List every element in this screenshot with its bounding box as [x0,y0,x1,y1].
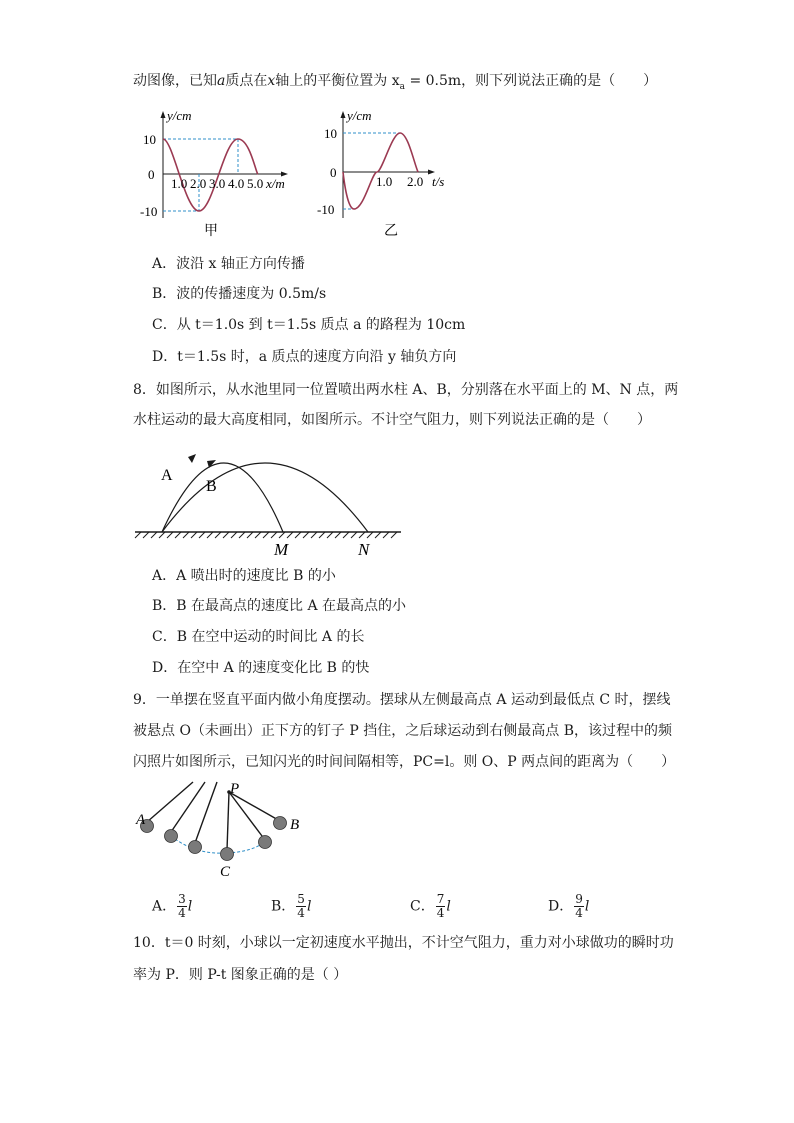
jia-x-tick-3: 3.0 [209,176,226,191]
yi-y-arrow [341,111,346,118]
q9-stem-line3: 闪照片如图所示，已知闪光的时间间隔相等，PC=l。则 O、P 两点间的距离为（ ） [133,754,676,770]
yi-y-unit: y/cm [347,108,372,123]
jia-y-unit: y/cm [167,108,192,123]
q9-string-4 [229,792,265,840]
q9-choice-a[interactable]: A． $\frac{3}{4}$ l [152,892,193,920]
q8-option-b[interactable]: B．B 在最高点的速度比 A 在最高点的小 [152,598,407,614]
jia-x-tick-5: 5.0 [247,176,264,191]
graph-yi [312,108,462,238]
yi-caption: 乙 [384,224,398,238]
q8-stem-line2: 水柱运动的最大高度相同，如图所示。不计空气阻力，则下列说法正确的是（ ） [133,412,651,428]
q7-stem: 动图像，已知a质点在x轴上的平衡位置为 $x_a = 0.5m$，则下列说法正确的是（ ） [133,73,658,92]
q9-label-a: A [136,812,146,828]
q9-ball-4 [259,836,272,849]
q8-label-a: A [161,467,173,484]
q9-pendulum-figure [133,780,313,880]
yi-x-tick-1: 1.0 [376,174,393,189]
q7-option-a[interactable]: A．波沿 x 轴正方向传播 [152,256,305,272]
q8-option-c[interactable]: C．B 在空中运动的时间比 A 的长 [152,629,365,645]
q8-arrow-a [188,454,196,463]
jia-y-tick-neg10: -10 [140,204,158,219]
q8-label-m: M [274,540,289,559]
yi-y-tick-10: 10 [324,126,337,141]
q8-label-n: N [358,540,370,559]
q9-label-b: B [290,817,300,833]
q9-choice-b[interactable]: B． $\frac{5}{4}$ l [271,892,312,920]
jia-x-tick-4: 4.0 [228,176,245,191]
jia-y-arrow [161,111,166,118]
jia-wave-curve [163,139,258,211]
q7-option-d[interactable]: D．t＝1.5s 时，a 质点的速度方向沿 y 轴负方向 [152,349,457,365]
jia-x-tick-2: 2.0 [190,176,207,191]
yi-x-tick-2: 2.0 [407,174,424,189]
q7-option-c[interactable]: C．从 t＝1.0s 到 t＝1.5s 质点 a 的路程为 10cm [152,317,466,333]
q8-ground-hatch [135,532,397,538]
q9-stem-line2: 被悬点 O（未画出）正下方的钉子 P 挡住，之后球运动到右侧最高点 B，该过程中的频 [133,723,672,739]
q9-string-c [227,792,229,850]
q10-stem-line2: 率为 P．则 P-t 图象正确的是（ ） [133,967,348,983]
q9-dashed-path [171,836,265,853]
q8-label-b: B [206,478,217,495]
q8-option-d[interactable]: D．在空中 A 的速度变化比 B 的快 [152,660,370,676]
yi-y-tick-0: 0 [330,165,337,180]
q9-string-1 [147,782,193,822]
q9-label-c: C [220,864,231,880]
q9-ball-c [221,848,234,861]
q8-fountain-figure [133,432,408,560]
q9-stem-line1: 9．一单摆在竖直平面内做小角度摆动。摆球从左侧最高点 A 运动到最低点 C 时，摆线 [133,692,671,708]
q9-ball-3 [189,841,202,854]
yi-vibration-curve [343,133,418,209]
q9-label-p: P [230,781,240,797]
q9-choice-b-fraction: $\frac{5}{4}$ [297,892,305,920]
q8-trajectory-a [162,463,283,532]
q8-option-a[interactable]: A．A 喷出时的速度比 B 的小 [152,568,336,584]
q9-ball-2 [165,830,178,843]
q9-choice-a-fraction: $\frac{3}{4}$ [178,892,186,920]
jia-x-unit: x/m [266,176,285,191]
q9-choice-c-fraction: $\frac{7}{4}$ [436,892,445,920]
jia-y-tick-10: 10 [143,132,156,147]
q10-stem-line1: 10．t＝0 时刻，小球以一定初速度水平抛出，不计空气阻力，重力对小球做功的瞬时功 [133,935,674,951]
graph-jia [140,108,300,238]
yi-y-tick-neg10: -10 [317,202,335,217]
q9-choice-d[interactable]: D． $\frac{9}{4}$ l [548,892,590,920]
jia-y-tick-0: 0 [148,167,155,182]
q8-stem-line1: 8．如图所示，从水池里同一位置喷出两水柱 A、B，分别落在水平面上的 M、N 点，两 [133,382,679,398]
q7-option-b[interactable]: B．波的传播速度为 0.5m/s [152,286,327,302]
q8-trajectory-b [162,463,368,532]
q9-string-2 [171,782,205,832]
q9-choice-d-fraction: $\frac{9}{4}$ [575,892,583,920]
jia-x-tick-1: 1.0 [171,176,188,191]
q9-choice-c[interactable]: C． $\frac{7}{4}$ l [410,892,451,920]
jia-caption: 甲 [204,224,218,238]
q9-ball-b [274,817,287,830]
yi-x-unit: t/s [432,174,445,189]
